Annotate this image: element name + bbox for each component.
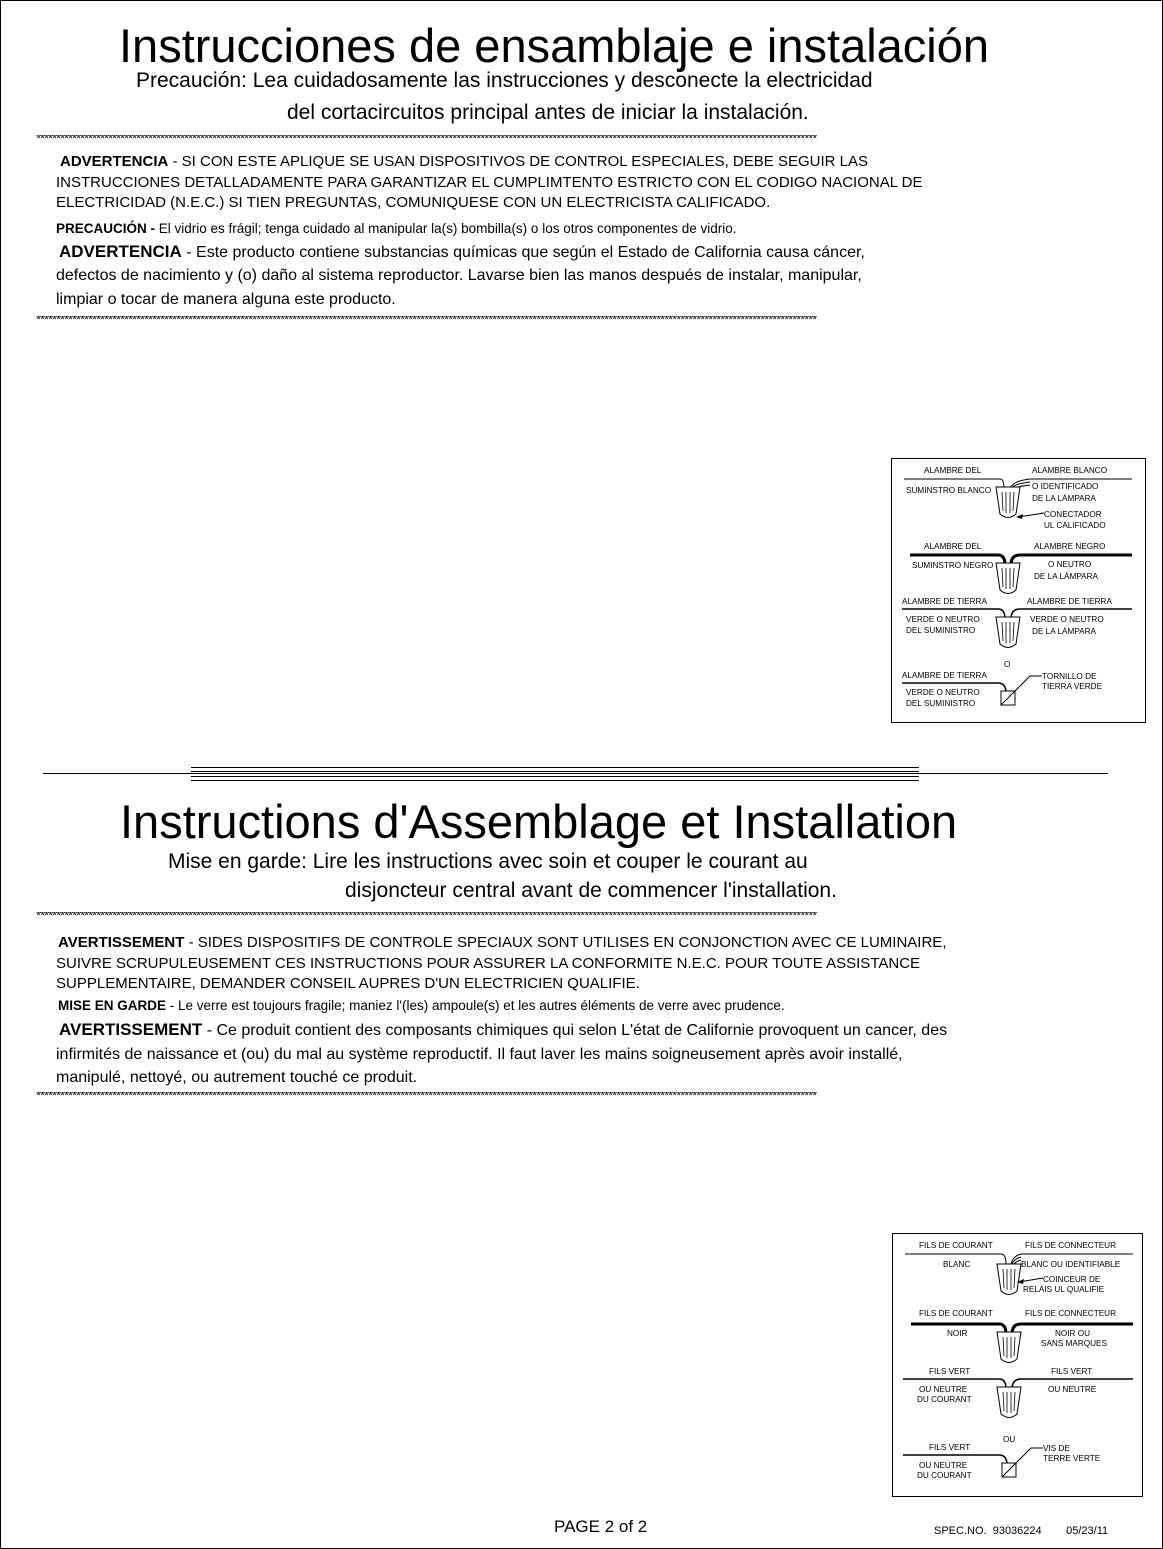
diagram-label: ALAMBRE BLANCO (1032, 466, 1108, 475)
diagram-label: VERDE O NEUTRO (906, 615, 980, 624)
spanish-warning2-label: ADVERTENCIA (59, 242, 182, 261)
wire-nut-icon (997, 1264, 1021, 1295)
star-divider: *************************************************************************************************************************************************************************************************** (35, 1092, 816, 1102)
french-caution2 (58, 997, 785, 1015)
french-warning2-label: AVERTISSEMENT (59, 1020, 203, 1039)
diagram-label: ALAMBRE NEGRO (1034, 542, 1106, 551)
diagram-label: DU COURANT (917, 1395, 972, 1404)
wire-nut-icon (996, 487, 1020, 518)
wire-nut-icon (996, 563, 1020, 594)
diagram-label: FILS VERT (929, 1367, 971, 1376)
diagram-label: SANS MARQUES (1041, 1339, 1107, 1348)
spanish-warning2-text: - Este producto contiene substancias químicas que según el Estado de California causa cáncer, (181, 244, 865, 261)
french-warning1-line3: SUPPLEMENTAIRE, DEMANDER CONSEIL AUPRES D'UN ELECTRICIEN QUALIFIE. (56, 975, 640, 992)
diagram-label: ALAMBRE DE TIERRA (902, 597, 987, 606)
spanish-warning2-line1 (59, 241, 865, 263)
spanish-warning1-line3: ELECTRICIDAD (N.E.C.) SI TIEN PREGUNTAS, COMUNIQUESE CON UN ELECTRICISTA CALIFICADO. (56, 194, 771, 211)
diagram-label: OU NEUTRE (919, 1461, 968, 1470)
diagram-label: O NEUTRO (1048, 560, 1092, 569)
spec-number (934, 1524, 1108, 1538)
spanish-caution2 (56, 220, 737, 238)
page-number: PAGE 2 of 2 (554, 1517, 648, 1536)
french-warning2-line2: infirmités de naissance et (ou) du mal au système reproductif. Il faut laver les mains soigneusement après avoir installé, (56, 1046, 903, 1063)
diagram-or-label: OU (1003, 1435, 1016, 1444)
spanish-wiring-diagram (891, 458, 1146, 723)
diagram-or-label: O (1004, 660, 1011, 669)
french-warning2-line1 (59, 1019, 947, 1041)
diagram-label: UL CALIFICADO (1044, 521, 1106, 530)
diagram-label: SUMINSTRO NEGRO (912, 561, 994, 570)
section-divider (43, 773, 1108, 774)
diagram-label: OU NEUTRE (919, 1385, 968, 1394)
diagram-label: DEL SUMINISTRO (906, 699, 976, 708)
spec-value: 93036224 (992, 1525, 1042, 1537)
diagram-label: FILS DE CONNECTEUR (1025, 1309, 1116, 1318)
french-warning1-line1 (58, 933, 946, 953)
spec-date: 05/23/11 (1066, 1525, 1109, 1537)
diagram-label: ALAMBRE DEL (924, 542, 982, 551)
spec-label: SPEC.NO. (934, 1525, 987, 1537)
star-divider: *************************************************************************************************************************************************************************************************** (35, 135, 816, 145)
star-divider: *************************************************************************************************************************************************************************************************** (35, 912, 816, 922)
wire-nut-icon (997, 1387, 1021, 1418)
diagram-label: BLANC OU IDENTIFIABLE (1021, 1260, 1121, 1269)
french-warning1-label: AVERTISSEMENT (58, 934, 185, 951)
diagram-label: CONECTADOR (1044, 510, 1102, 519)
spanish-warning1-line1 (60, 152, 868, 172)
diagram-label: FILS VERT (929, 1443, 971, 1452)
section-divider (191, 780, 919, 781)
wire-nut-icon (997, 1332, 1021, 1363)
spanish-caution-line1: Precaución: Lea cuidadosamente las instrucciones y desconecte la electricidad (136, 69, 873, 92)
diagram-label: NOIR OU (1055, 1329, 1091, 1338)
diagram-label: VERDE O NEUTRO (906, 688, 980, 697)
spanish-caution2-text: El vidrio es frágil; tenga cuidado al manipular la(s) bombilla(s) o los otros componentes de vidrio. (155, 221, 737, 236)
spanish-caution-line2: del cortacircuitos principal antes de iniciar la instalación. (287, 101, 809, 124)
spanish-warning2-line3: limpiar o tocar de manera alguna este producto. (56, 291, 396, 308)
diagram-label: DE LA LÁMPARA (1032, 494, 1097, 503)
spanish-title: Instrucciones de ensamblaje e instalación (119, 19, 990, 72)
wiring-diagram-svg (892, 459, 1145, 722)
wiring-diagram-svg (893, 1234, 1142, 1496)
diagram-label: FILS DE COURANT (919, 1241, 993, 1250)
diagram-label: FILS DE COURANT (919, 1309, 993, 1318)
french-warning2-line3: manipulé, nettoyé, ou autrement touché ce produit. (56, 1069, 418, 1086)
diagram-label: ALAMBRE DE TIERRA (1027, 597, 1112, 606)
diagram-label: DE LA LÁMPARA (1032, 627, 1097, 636)
diagram-label: DEL SUMINISTRO (906, 626, 976, 635)
diagram-label: ALAMBRE DEL (924, 466, 982, 475)
spanish-warning1-line2: INSTRUCCIONES DETALLADAMENTE PARA GARANTIZAR EL CUMPLIMTENTO ESTRICTO CON EL CODIGO NACIONAL DE (56, 174, 923, 191)
diagram-label: ALAMBRE DE TIERRA (902, 671, 987, 680)
diagram-label: TIERRA VERDE (1042, 682, 1103, 691)
french-wiring-diagram (892, 1233, 1143, 1497)
diagram-label: DE LA LÁMPARA (1034, 572, 1099, 581)
section-divider (191, 767, 919, 768)
section-divider (191, 776, 919, 777)
spanish-caution2-label: PRECAUCIÓN - (56, 221, 156, 236)
diagram-label: VERDE O NEUTRO (1030, 615, 1104, 624)
french-warning1-line2: SUIVRE SCRUPULEUSEMENT CES INSTRUCTIONS POUR ASSURER LA CONFORMITE N.E.C. POUR TOUTE ASSISTANCE (56, 955, 921, 972)
section-divider (191, 771, 919, 772)
diagram-label: FILS DE CONNECTEUR (1025, 1241, 1116, 1250)
diagram-label: BLANC (943, 1260, 971, 1269)
wire-nut-icon (996, 617, 1020, 648)
diagram-label: O IDENTIFICADO (1032, 482, 1099, 491)
diagram-label: COINCEUR DE (1043, 1275, 1101, 1284)
diagram-label: VIS DE (1043, 1444, 1070, 1453)
diagram-label: SUMINSTRO BLANCO (906, 486, 992, 495)
french-caution2-label: MISE EN GARDE (58, 998, 167, 1013)
diagram-label: RELAIS UL QUALIFIE (1023, 1285, 1105, 1294)
star-divider: *************************************************************************************************************************************************************************************************** (35, 316, 816, 326)
spanish-warning2-line2: defectos de nacimiento y (o) daño al sistema reproductor. Lavarse bien las manos después de instalar, manipular, (56, 267, 862, 284)
diagram-label: NOIR (947, 1329, 968, 1338)
french-warning2-text: - Ce produit contient des composants chimiques qui selon L'état de Californie provoquent un cancer, des (202, 1022, 948, 1039)
spanish-warning1-text: - SI CON ESTE APLIQUE SE USAN DISPOSITIVOS DE CONTROL ESPECIALES, DEBE SEGUIR LAS (168, 153, 868, 170)
french-caution-line2: disjoncteur central avant de commencer l'installation. (345, 879, 837, 902)
diagram-label: FILS VERT (1051, 1367, 1093, 1376)
spanish-warning1-label: ADVERTENCIA (60, 153, 169, 170)
french-warning1-text: - SIDES DISPOSITIFS DE CONTROLE SPECIAUX SONT UTILISES EN CONJONCTION AVEC CE LUMINAIRE, (184, 934, 947, 951)
diagram-label: DU COURANT (917, 1471, 972, 1480)
french-caution2-text: - Le verre est toujours fragile; maniez l'(les) ampoule(s) et les autres éléments de verre avec prudence. (166, 998, 785, 1013)
diagram-label: OU NEUTRE (1048, 1385, 1097, 1394)
french-title: Instructions d'Assemblage et Installation (120, 795, 958, 848)
diagram-label: TORNILLO DE (1042, 672, 1097, 681)
french-caution-line1: Mise en garde: Lire les instructions avec soin et couper le courant au (168, 850, 808, 873)
diagram-label: TERRE VERTE (1043, 1454, 1101, 1463)
